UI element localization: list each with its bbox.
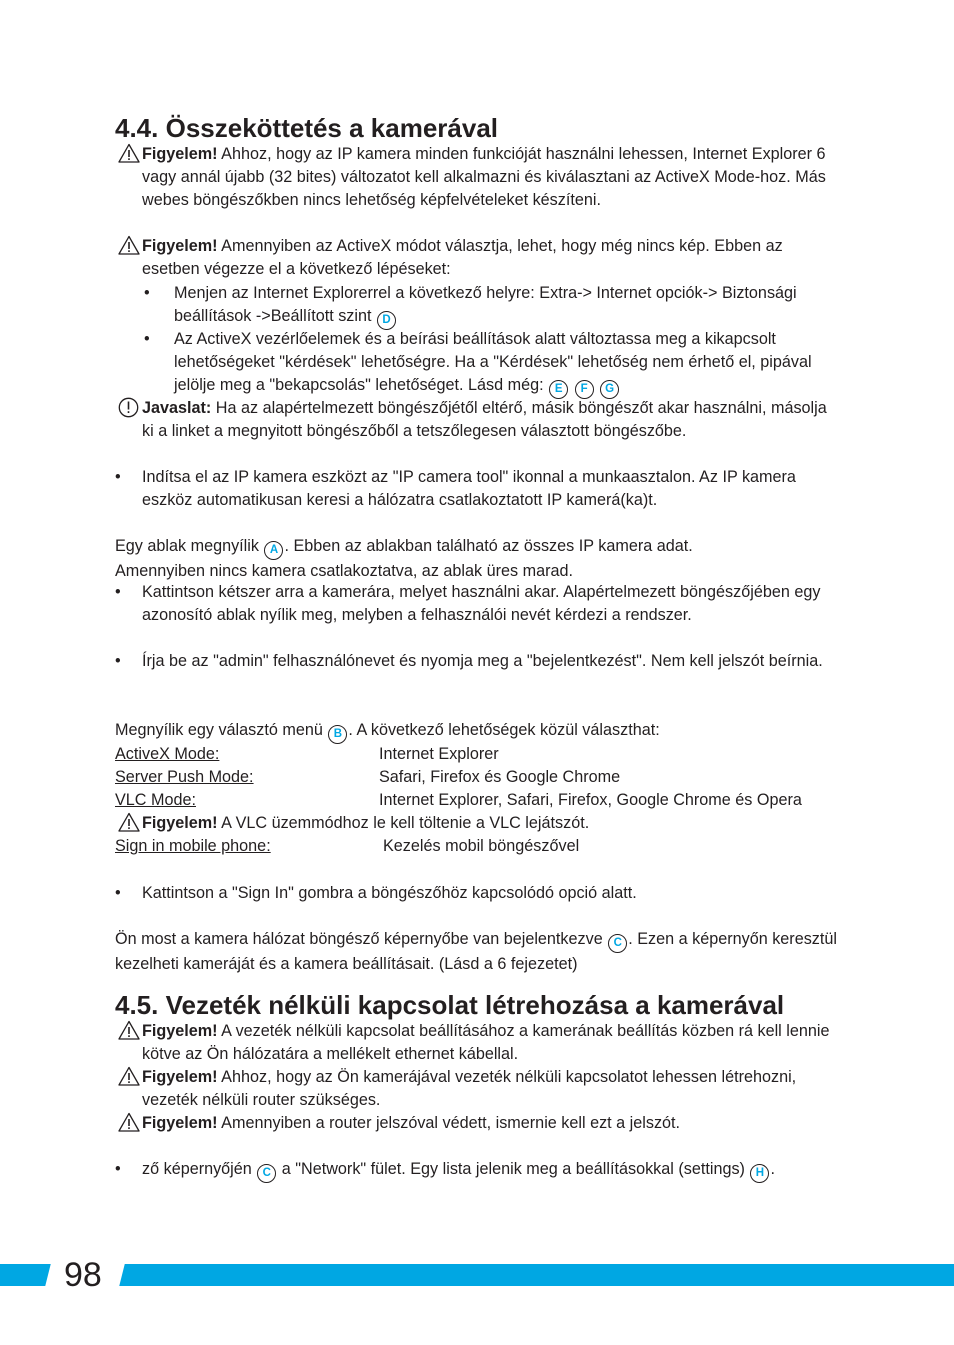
bullet-marker: • [115,652,121,670]
mode-value: Internet Explorer [379,745,499,763]
list-item: Indítsa el az IP kamera eszközt az "IP camera tool" ikonnal a munkaasztalon. Az IP kamera eszköz automatikusan keresi a hálózatra csatlakoztatott IP kamerá(ka)t. [142,468,796,509]
reference-marker: A [264,541,283,560]
warning-paragraph: Figyelem! Ahhoz, hogy az IP kamera minden funkcióját használni lehessen, Internet Explorer 6 vagy annál újabb (32 bites) változatot kell alkalmazni és kiválasztani az ActiveX Mode-hoz. Más webes böngészőkben nincs lehetőség képfelvételeket készíteni. [142,145,826,209]
mode-label: Server Push Mode: [115,768,254,786]
mode-value: Safari, Firefox és Google Chrome [379,768,621,786]
exclamation-circle-icon [118,397,139,418]
reference-marker: C [257,1164,276,1183]
list-item: ző képernyőjén C a "Network" fület. Egy lista jelenik meg a beállításokkal (settings) H . [142,1158,832,1183]
bullet-marker: • [115,1160,121,1178]
warning-triangle-icon [118,1020,140,1040]
mode-row [115,835,855,858]
list-item: Kattintson a "Sign In" gombra a böngészőhöz kapcsolódó opció alatt. [142,884,637,902]
warning-paragraph: Figyelem! A VLC üzemmódhoz le kell töltenie a VLC lejátszót. [142,814,590,832]
reference-marker: H [750,1164,769,1183]
reference-marker: F [575,380,594,399]
section-title-4-4: 4.4. Összeköttetés a kamerával [115,113,499,143]
reference-marker: G [600,380,619,399]
mode-label: Sign in mobile phone: [115,837,271,855]
mode-row [115,743,855,766]
reference-marker: E [549,380,568,399]
body-paragraph: Ön most a kamera hálózat böngésző képernyőbe van bejelentkezve C . Ezen a képernyőn keresztül kezelheti kameráját és a kamera beállításait. (Lásd a 6 fejezetet) [115,930,837,973]
bullet-marker: • [115,884,121,902]
warning-paragraph: Figyelem! Amennyiben az ActiveX módot választja, lehet, hogy még nincs kép. Ebben az esetben végezze el a következő lépéseket: [142,237,783,278]
bullet-marker: • [115,468,121,486]
list-item: Menjen az Internet Explorerrel a következő helyre: Extra-> Internet opciók-> Biztonsági beállítások ->Beállított szint D [174,282,839,330]
list-item: Az ActiveX vezérlőelemek és a beírási beállítások alatt változtassa meg a kikapcsolt lehetőségeket "kérdések" lehetőségre. Ha a "Kérdések" lehetőség nem érhető el, pipával jelölje meg a "bekapcsolás" lehetőséget. Lásd még: E F G [174,328,839,399]
warning-triangle-icon [118,143,140,163]
bullet-marker: • [144,330,150,348]
footer-bar [0,1264,954,1286]
warning-paragraph: Figyelem! Ahhoz, hogy az Ön kamerájával vezeték nélküli kapcsolatot lehessen létrehozni, vezeték nélküli router szükséges. [142,1068,797,1109]
warning-triangle-icon [118,812,140,832]
list-item: Kattintson kétszer arra a kamerára, melyet használni akar. Alapértelmezett böngészőjében egy azonosító ablak nyílik meg, melyben a felhasználói nevét kérdezi a rendszer. [142,583,821,624]
mode-row [115,789,855,812]
bullet-marker: • [144,284,150,302]
warning-triangle-icon [118,1066,140,1086]
reference-marker: C [608,934,627,953]
page-number: 98 [64,1256,102,1294]
tip-paragraph: Javaslat: Ha az alapértelmezett böngészőjétől eltérő, másik böngészőt akar használni, másolja ki a linket a megnyitott böngészőből a tetszőlegesen választott böngészőbe. [142,399,827,440]
body-paragraph: Egy ablak megnyílik A . Ebben az ablakban található az összes IP kamera adat. Amennyiben nincs kamera csatlakoztatva, az ablak üres marad. [115,537,693,580]
mode-label: VLC Mode: [115,791,196,809]
warning-paragraph: Figyelem! A vezeték nélküli kapcsolat beállításához a kamerának beállítás közben rá kell lennie kötve az Ön hálózatára a mellékelt ethernet kábellal. [142,1022,830,1063]
warning-triangle-icon [118,235,140,255]
reference-marker: B [328,725,347,744]
mode-label: ActiveX Mode: [115,745,220,763]
bullet-marker: • [115,583,121,601]
warning-paragraph: Figyelem! Amennyiben a router jelszóval védett, ismernie kell ezt a jelszót. [142,1114,681,1132]
list-item: Írja be az "admin" felhasználónevet és nyomja meg a "bejelentkezést". Nem kell jelszót beírnia. [142,652,823,670]
warning-triangle-icon [118,1112,140,1132]
reference-marker: D [377,311,396,330]
section-title-4-5: 4.5. Vezeték nélküli kapcsolat létrehozása a kamerával [115,990,785,1020]
mode-row [115,766,855,789]
body-paragraph: Megnyílik egy választó menü B . A következő lehetőségek közül választhat: [115,719,845,744]
mode-value: Internet Explorer, Safari, Firefox, Google Chrome és Opera [379,791,802,809]
mode-value: Kezelés mobil böngészővel [383,837,580,855]
